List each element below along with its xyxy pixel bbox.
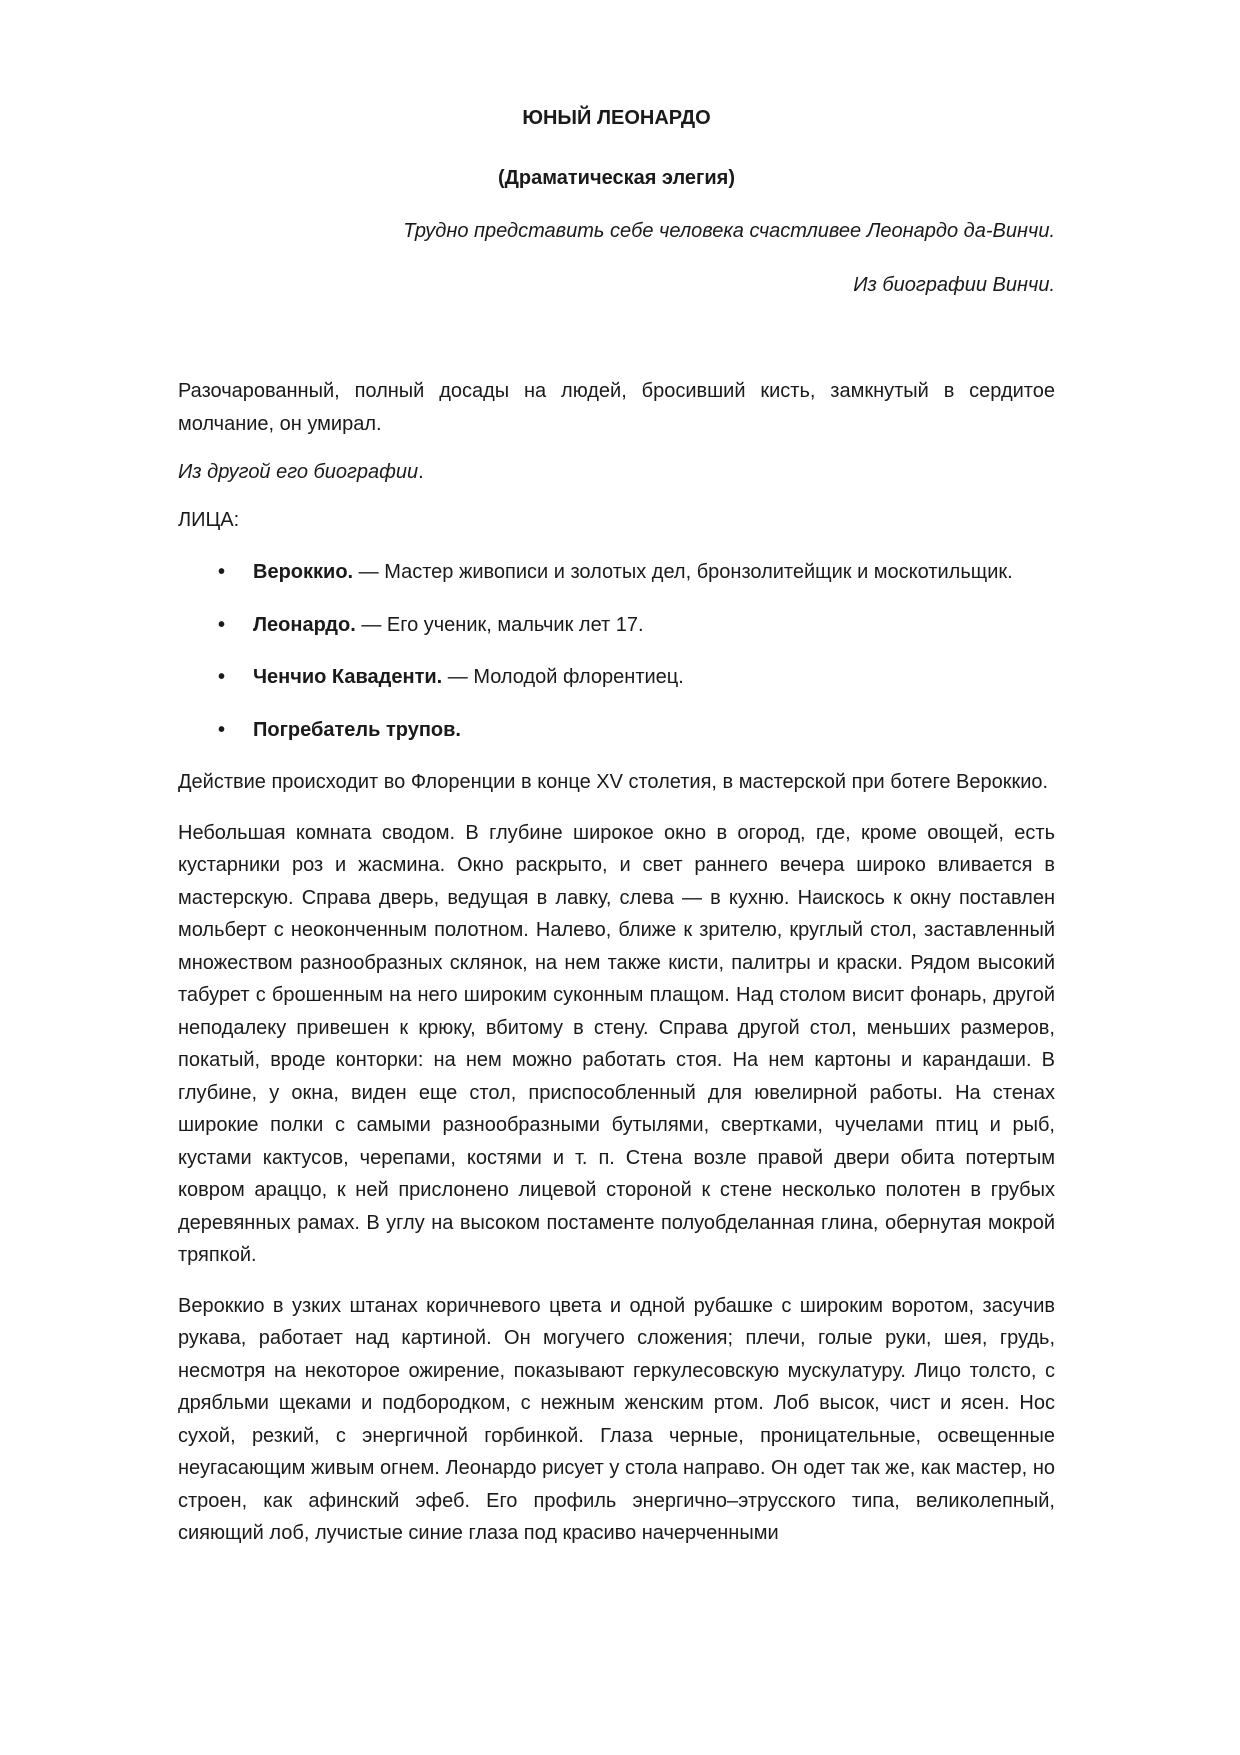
bullet-icon: • <box>218 666 226 688</box>
cast-heading: ЛИЦА: <box>178 508 240 531</box>
second-epigraph-source <box>178 456 1055 489</box>
document-subtitle: (Драматическая элегия) <box>497 167 735 189</box>
cast-name: Погребатель трупов. <box>253 718 461 741</box>
cast-name: Леонардо. <box>253 613 356 636</box>
bullet-icon: • <box>218 561 226 583</box>
document-body <box>178 106 1055 1550</box>
cast-name: Ченчио Каваденти. <box>253 666 443 688</box>
cast-description: — Его ученик, мальчик лет 17. <box>355 613 644 636</box>
setting-paragraph: Действие происходит во Флоренции в конце XV столетия, в мастерской при ботеге Вероккио. <box>178 771 1049 793</box>
bullet-icon: • <box>218 718 226 741</box>
cast-description: — Мастер живописи и золотых дел, бронзолитейщик и москотильщик. <box>353 561 1013 583</box>
characters-description-paragraph: Вероккио в узких штанах коричневого цвета и одной рубашке с широким воротом, засучив рукава, работает над картиной. Он могучего сложения; плечи, голые руки, шея, грудь, несмотря на некоторое ожирение, показывают геркулесовскую мускулатуру. Лицо толсто, с дрябльми щеками и подбородком, с нежным женским ртом. Лоб высок, чист и ясен. Нос сухой, резкий, с энергичной горбинкой. Глаза черные, проницательные, освещенные неугасающим живым огнем. Леонардо рисует у стола направо. Он одет так же, как мастер, но строен, как афинский эфеб. Его профиль энергично–этрусского типа, великолепный, сияющий лоб, лучистые синие глаза под красиво начерченными <box>178 1294 1055 1544</box>
bullet-icon: • <box>218 613 226 636</box>
epigraph-quote: Трудно представить себе человека счастливее Леонардо да-Винчи. <box>403 220 1055 242</box>
cast-item-leonardo <box>178 609 1055 642</box>
cast-item-gravedigger <box>178 714 1055 747</box>
cast-item-cencio <box>178 661 1055 694</box>
cast-item-verrocchio <box>178 556 1055 589</box>
cast-name: Вероккио. <box>253 561 354 583</box>
document-title: ЮНЫЙ ЛЕОНАРДО <box>522 107 711 129</box>
cast-list <box>178 556 1055 746</box>
epigraph-source: Из биографии Винчи. <box>853 274 1055 296</box>
cast-description: — Молодой флорентиец. <box>442 666 684 688</box>
room-description-paragraph: Небольшая комната сводом. В глубине широкое окно в огород, где, кроме овощей, есть кустарники роз и жасмина. Окно раскрыто, и свет раннего вечера широко вливается в мастерскую. Справа дверь, ведущая в лавку, слева — в кухню. Наискось к окну поставлен мольберт с неоконченным полотном. Налево, ближе к зрителю, круглый стол, заставленный множеством разнообразных склянок, на нем также кисти, палитры и краски. Рядом высокий табурет с брошенным на него широким суконным плащом. Над столом висит фонарь, другой неподалеку привешен к крюку, вбитому в стену. Справа другой стол, меньших размеров, покатый, вроде конторки: на нем можно работать стоя. На нем картоны и карандаши. В глубине, у окна, виден еще стол, приспособленный для ювелирной работы. На стенах широкие полки с самыми разнообразными бутылями, свертками, чучелами птиц и рыб, кустами кактусов, черепами, костями и т. п. Стена возле правой двери обита потертым ковром араццо, к ней прислонено лицевой стороной к стене несколько полотен в грубых деревянных рамах. В углу на высоком постаменте полуобделанная глина, обернутая мокрой тряпкой. <box>178 821 1055 1266</box>
intro-paragraph: Разочарованный, полный досады на людей, бросивший кисть, замкнутый в сердитое молчание, он умирал. <box>178 380 1055 435</box>
second-epigraph-source-text: Из другой его биографии <box>178 461 419 483</box>
second-epigraph-source-punct: . <box>418 461 424 483</box>
